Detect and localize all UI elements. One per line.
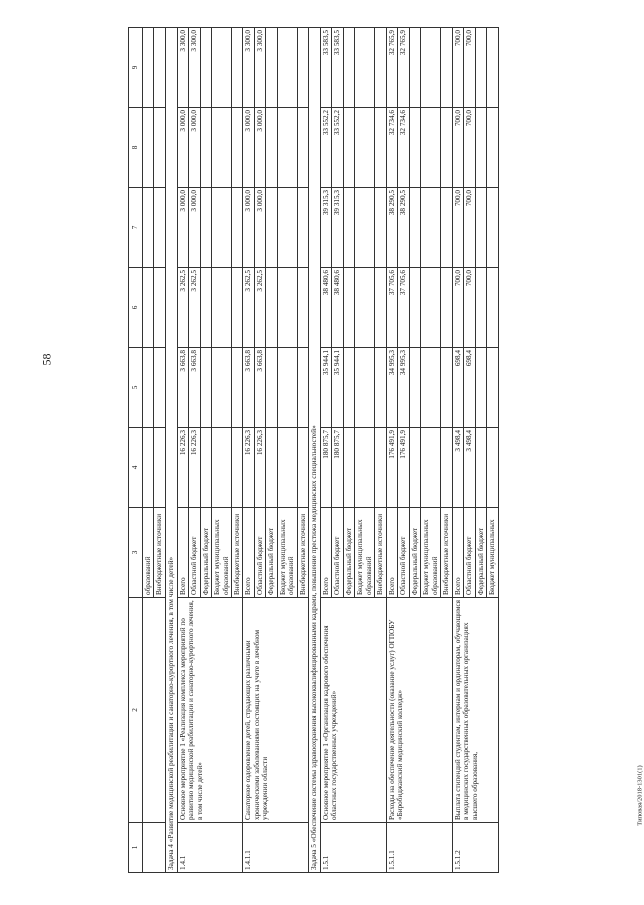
amount-cell [475, 348, 486, 428]
table-row [243, 28, 254, 873]
amount-cell: 3 262,5 [189, 268, 200, 348]
amount-cell [409, 348, 420, 428]
amount-cell [441, 268, 452, 348]
amount-cell [212, 268, 232, 348]
amount-cell [487, 108, 498, 188]
amount-cell [475, 268, 486, 348]
amount-cell [343, 188, 354, 268]
amount-cell [375, 428, 386, 508]
amount-cell: 180 875,7 [332, 428, 343, 508]
item-number [143, 823, 166, 873]
amount-cell: 3 300,0 [254, 28, 265, 108]
page-number: 58 [39, 353, 54, 366]
amount-cell [475, 428, 486, 508]
item-name: Основное мероприятие 1 «Организация кадрового обеспечения областных государственных учреждений» [321, 598, 387, 823]
item-number: 1.5.1.1 [386, 823, 452, 873]
amount-cell [212, 108, 232, 188]
amount-cell: 176 491,9 [398, 428, 409, 508]
amount-cell [487, 348, 498, 428]
amount-cell [297, 348, 308, 428]
amount-cell [297, 268, 308, 348]
amount-cell [266, 268, 277, 348]
amount-cell [277, 108, 297, 188]
amount-cell: 34 995,3 [398, 348, 409, 428]
column-number: 9 [129, 28, 143, 108]
amount-cell: 3 000,0 [254, 108, 265, 188]
amount-cell [212, 428, 232, 508]
amount-cell [421, 28, 441, 108]
amount-cell: 700,0 [464, 188, 475, 268]
amount-cell [487, 188, 498, 268]
amount-cell [441, 348, 452, 428]
funding-source: Всего [177, 508, 188, 598]
funding-source: Внебюджетные источники [297, 508, 308, 598]
amount-cell: 3 498,4 [464, 428, 475, 508]
amount-cell [232, 28, 243, 108]
funding-source: Бюджет муниципальных образований [212, 508, 232, 598]
funding-source: Федеральный бюджет [343, 508, 354, 598]
amount-cell [154, 188, 165, 268]
amount-cell: 176 491,9 [386, 428, 397, 508]
amount-cell: 38 480,6 [321, 268, 332, 348]
amount-cell [343, 108, 354, 188]
funding-table [128, 27, 499, 873]
column-number: 3 [129, 508, 143, 598]
item-number: 1.5.1.2 [452, 823, 498, 873]
amount-cell: 700,0 [452, 188, 463, 268]
amount-cell: 16 226,3 [243, 428, 254, 508]
amount-cell [232, 348, 243, 428]
amount-cell [421, 428, 441, 508]
amount-cell [277, 428, 297, 508]
amount-cell: 700,0 [464, 268, 475, 348]
amount-cell: 3 000,0 [243, 188, 254, 268]
amount-cell: 33 552,2 [321, 108, 332, 188]
amount-cell: 16 226,3 [254, 428, 265, 508]
amount-cell [154, 28, 165, 108]
amount-cell: 3 300,0 [177, 28, 188, 108]
amount-cell [487, 268, 498, 348]
amount-cell [143, 28, 154, 108]
amount-cell [277, 268, 297, 348]
amount-cell [421, 348, 441, 428]
amount-cell [232, 268, 243, 348]
amount-cell [200, 28, 211, 108]
amount-cell [143, 188, 154, 268]
funding-source: Бюджет муниципальных образований [355, 508, 375, 598]
amount-cell: 38 480,6 [332, 268, 343, 348]
amount-cell: 34 995,3 [386, 348, 397, 428]
amount-cell [232, 428, 243, 508]
amount-cell: 33 583,5 [321, 28, 332, 108]
column-number: 1 [129, 823, 143, 873]
amount-cell [441, 28, 452, 108]
amount-cell [421, 188, 441, 268]
amount-cell: 700,0 [452, 28, 463, 108]
amount-cell: 3 000,0 [189, 188, 200, 268]
amount-cell: 700,0 [464, 28, 475, 108]
table-row [177, 28, 188, 873]
amount-cell [355, 428, 375, 508]
table-row [143, 28, 154, 873]
amount-cell [409, 108, 420, 188]
funding-source: Областной бюджет [398, 508, 409, 598]
amount-cell: 35 944,1 [321, 348, 332, 428]
amount-cell: 3 262,5 [243, 268, 254, 348]
amount-cell [441, 428, 452, 508]
amount-cell: 180 875,7 [321, 428, 332, 508]
task-heading: Задача 4 «Развитие медицинской реабилитации и санаторно-курортного лечения, в том числе детей» [165, 28, 177, 873]
task-row [165, 28, 177, 873]
amount-cell: 32 734,6 [386, 108, 397, 188]
amount-cell [154, 268, 165, 348]
amount-cell: 698,4 [464, 348, 475, 428]
amount-cell [154, 348, 165, 428]
funding-source: Бюджет муниципальных образований [421, 508, 441, 598]
amount-cell: 700,0 [452, 268, 463, 348]
amount-cell [143, 428, 154, 508]
amount-cell: 3 663,8 [189, 348, 200, 428]
amount-cell [277, 188, 297, 268]
amount-cell: 3 000,0 [177, 108, 188, 188]
item-name [143, 598, 166, 823]
amount-cell: 37 705,6 [386, 268, 397, 348]
funding-source: Федеральный бюджет [409, 508, 420, 598]
amount-cell: 3 663,8 [243, 348, 254, 428]
amount-cell [475, 188, 486, 268]
amount-cell [409, 428, 420, 508]
amount-cell: 33 583,5 [332, 28, 343, 108]
task-row [309, 28, 321, 873]
amount-cell: 38 290,5 [386, 188, 397, 268]
amount-cell: 700,0 [452, 108, 463, 188]
funding-source: Всего [321, 508, 332, 598]
item-name: Основное мероприятие 1 «Реализация комплекса мероприятий по развитию медицинской реабилитации и санаторно-курортного лечения, в том числе детей» [177, 598, 243, 823]
funding-source: Бюджет муниципальных [487, 508, 498, 598]
funding-source: Всего [386, 508, 397, 598]
column-number: 4 [129, 428, 143, 508]
amount-cell [409, 28, 420, 108]
table-row [386, 28, 397, 873]
amount-cell: 3 000,0 [189, 108, 200, 188]
amount-cell [212, 348, 232, 428]
item-name: Санаторное оздоровление детей, страдающих различными хроническими заболеваниями состоящих на учете в лечебном учреждении области [243, 598, 309, 823]
task-heading: Задача 5 «Обеспечение системы здравоохранения высококвалифицированными кадрами, повышение престижа медицинских специальностей» [309, 28, 321, 873]
rotated-page [128, 28, 623, 873]
amount-cell [297, 108, 308, 188]
amount-cell [200, 188, 211, 268]
amount-cell [375, 268, 386, 348]
amount-cell: 3 663,8 [177, 348, 188, 428]
funding-source: Федеральный бюджет [200, 508, 211, 598]
amount-cell [355, 188, 375, 268]
item-name: Расходы на обеспечение деятельности (оказание услуг) ОГПОБУ «Биробиджанский медицинский колледж» [386, 598, 452, 823]
amount-cell [266, 428, 277, 508]
column-number: 7 [129, 188, 143, 268]
amount-cell [266, 108, 277, 188]
amount-cell [409, 188, 420, 268]
amount-cell [212, 188, 232, 268]
amount-cell: 3 000,0 [243, 108, 254, 188]
amount-cell [375, 348, 386, 428]
column-number-row [129, 28, 143, 873]
amount-cell: 3 000,0 [254, 188, 265, 268]
amount-cell: 16 226,3 [189, 428, 200, 508]
table-row [452, 28, 463, 873]
amount-cell: 39 315,3 [332, 188, 343, 268]
amount-cell: 3 498,4 [452, 428, 463, 508]
item-name: Выплата стипендий студентам, интернам и ординаторам, обучающимся в медицинских государственных образовательных организациях высшего образования, [452, 598, 498, 823]
amount-cell: 3 262,5 [177, 268, 188, 348]
amount-cell [232, 188, 243, 268]
amount-cell: 32 765,9 [398, 28, 409, 108]
item-number: 1.4.1 [177, 823, 243, 873]
amount-cell: 32 765,9 [386, 28, 397, 108]
amount-cell [200, 268, 211, 348]
amount-cell [487, 28, 498, 108]
funding-source: Внебюджетные источники [232, 508, 243, 598]
amount-cell: 700,0 [464, 108, 475, 188]
amount-cell [143, 348, 154, 428]
amount-cell [375, 188, 386, 268]
amount-cell [343, 428, 354, 508]
funding-source: образований [143, 508, 154, 598]
item-number: 1.5.1 [321, 823, 387, 873]
amount-cell [154, 108, 165, 188]
funding-source: Внебюджетные источники [375, 508, 386, 598]
amount-cell: 3 000,0 [177, 188, 188, 268]
amount-cell [277, 28, 297, 108]
amount-cell [343, 268, 354, 348]
amount-cell [200, 348, 211, 428]
amount-cell [375, 28, 386, 108]
amount-cell [355, 268, 375, 348]
column-number: 6 [129, 268, 143, 348]
amount-cell [343, 28, 354, 108]
amount-cell: 39 315,3 [321, 188, 332, 268]
amount-cell [343, 348, 354, 428]
amount-cell [200, 108, 211, 188]
footer-stamp: Типовая/2018-1301(1) [636, 765, 644, 826]
amount-cell [266, 188, 277, 268]
amount-cell: 3 300,0 [243, 28, 254, 108]
amount-cell [154, 428, 165, 508]
funding-source: Всего [452, 508, 463, 598]
column-number: 2 [129, 598, 143, 823]
amount-cell: 38 290,5 [398, 188, 409, 268]
amount-cell [232, 108, 243, 188]
funding-source: Всего [243, 508, 254, 598]
amount-cell: 37 705,6 [398, 268, 409, 348]
funding-source: Областной бюджет [332, 508, 343, 598]
amount-cell [355, 28, 375, 108]
column-number: 8 [129, 108, 143, 188]
amount-cell [212, 28, 232, 108]
amount-cell [375, 108, 386, 188]
amount-cell: 35 944,1 [332, 348, 343, 428]
amount-cell: 33 552,2 [332, 108, 343, 188]
amount-cell [475, 108, 486, 188]
amount-cell [487, 428, 498, 508]
amount-cell [143, 268, 154, 348]
amount-cell [297, 428, 308, 508]
funding-source: Областной бюджет [189, 508, 200, 598]
funding-source: Областной бюджет [254, 508, 265, 598]
funding-source: Внебюджетные источники [154, 508, 165, 598]
amount-cell [441, 108, 452, 188]
amount-cell [266, 28, 277, 108]
amount-cell [297, 28, 308, 108]
amount-cell [200, 428, 211, 508]
amount-cell [421, 108, 441, 188]
column-number: 5 [129, 348, 143, 428]
amount-cell [355, 348, 375, 428]
funding-source: Областной бюджет [464, 508, 475, 598]
amount-cell [266, 348, 277, 428]
amount-cell [409, 268, 420, 348]
amount-cell [475, 28, 486, 108]
funding-source: Федеральный бюджет [475, 508, 486, 598]
amount-cell: 16 226,3 [177, 428, 188, 508]
amount-cell [297, 188, 308, 268]
table-row [321, 28, 332, 873]
amount-cell [421, 268, 441, 348]
amount-cell: 3 663,8 [254, 348, 265, 428]
amount-cell: 3 262,5 [254, 268, 265, 348]
amount-cell: 698,4 [452, 348, 463, 428]
amount-cell: 32 734,6 [398, 108, 409, 188]
amount-cell [277, 348, 297, 428]
amount-cell [143, 108, 154, 188]
funding-source: Бюджет муниципальных образований [277, 508, 297, 598]
item-number: 1.4.1.1 [243, 823, 309, 873]
amount-cell [441, 188, 452, 268]
amount-cell [355, 108, 375, 188]
amount-cell: 3 300,0 [189, 28, 200, 108]
funding-source: Внебюджетные источники [441, 508, 452, 598]
funding-source: Федеральный бюджет [266, 508, 277, 598]
